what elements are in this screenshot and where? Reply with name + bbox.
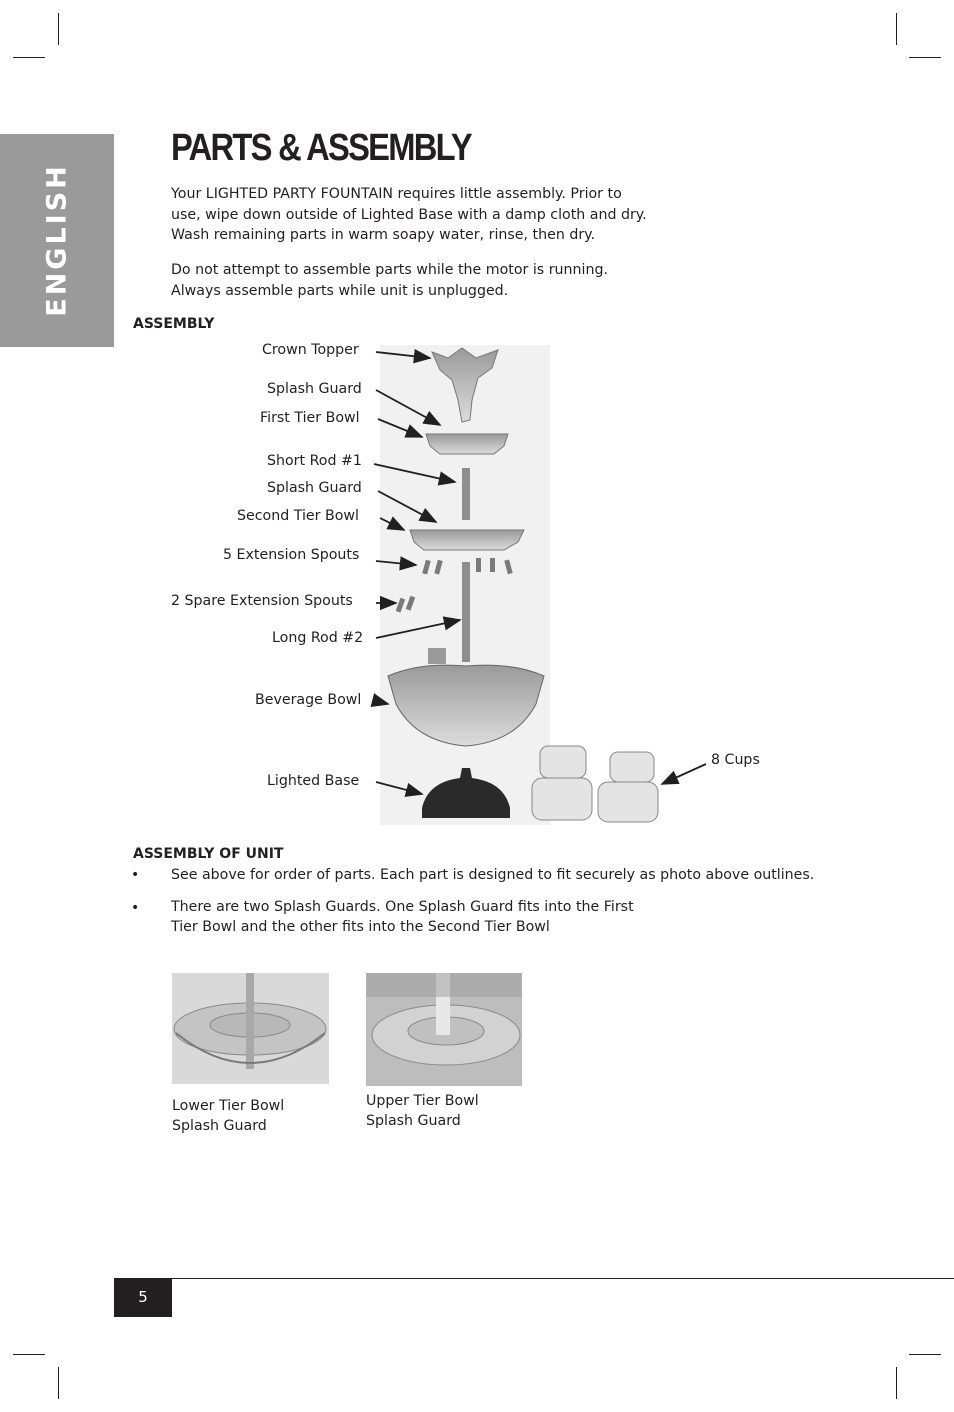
intro-line: use, wipe down outside of Lighted Base with a damp cloth and dry.: [171, 206, 647, 223]
intro-line: Wash remaining parts in warm soapy water, rinse, then dry.: [171, 227, 596, 243]
bullet-marker: •: [131, 867, 140, 883]
warning-line: Do not attempt to assemble parts while the motor is running.: [171, 262, 608, 278]
bullet-line: See above for order of parts. Each part is designed to fit securely as photo above outlines.: [171, 867, 815, 883]
label-second-tier-bowl: Second Tier Bowl: [237, 508, 359, 524]
upper-tier-caption: [366, 1091, 479, 1131]
label-lighted-base: Lighted Base: [267, 773, 360, 789]
first-tier-bowl-shape: [426, 434, 508, 454]
short-rod-shape: [462, 468, 470, 520]
lower-tier-caption: [172, 1096, 284, 1136]
second-tier-bowl-shape: [410, 530, 524, 550]
footer-rule: [114, 1278, 954, 1279]
label-cups: 8 Cups: [711, 752, 760, 768]
caption-line: Splash Guard: [366, 1113, 461, 1129]
caption-line: Splash Guard: [172, 1118, 267, 1134]
caption-line: Lower Tier Bowl: [172, 1098, 285, 1114]
label-spare-spouts: 2 Spare Extension Spouts: [171, 593, 353, 609]
bullet-text: [171, 865, 814, 885]
rod-connector-shape: [428, 648, 446, 664]
page-number: 5: [114, 1278, 172, 1317]
bullet-marker: •: [131, 900, 140, 916]
label-extension-spouts: 5 Extension Spouts: [223, 547, 360, 563]
label-long-rod: Long Rod #2: [272, 630, 364, 646]
assembly-heading: ASSEMBLY: [133, 316, 215, 332]
upper-tier-bowl-photo: [366, 973, 522, 1086]
warning-line: Always assemble parts while unit is unplugged.: [171, 282, 509, 299]
label-beverage-bowl: Beverage Bowl: [255, 692, 362, 708]
lower-tier-bowl-photo: [172, 973, 329, 1084]
intro-line: Your LIGHTED PARTY FOUNTAIN requires little assembly. Prior to: [171, 186, 622, 202]
page-title: PARTS & ASSEMBLY: [171, 127, 471, 169]
label-crown-topper: Crown Topper: [262, 342, 359, 358]
bullet-line: There are two Splash Guards. One Splash Guard fits into the First: [171, 899, 634, 915]
label-splash-guard-2: Splash Guard: [267, 480, 362, 496]
label-short-rod: Short Rod #1: [267, 453, 362, 469]
label-first-tier-bowl: First Tier Bowl: [260, 410, 360, 426]
bullet-text: [171, 897, 634, 937]
bullet-line: Tier Bowl and the other fits into the Second Tier Bowl: [171, 919, 550, 935]
cups-shape: [532, 746, 658, 822]
assembly-of-unit-heading: ASSEMBLY OF UNIT: [133, 846, 284, 862]
language-label: ENGLISH: [41, 163, 73, 317]
long-rod-shape: [462, 562, 470, 662]
caption-line: Upper Tier Bowl: [366, 1093, 479, 1109]
label-splash-guard-1: Splash Guard: [267, 381, 362, 397]
